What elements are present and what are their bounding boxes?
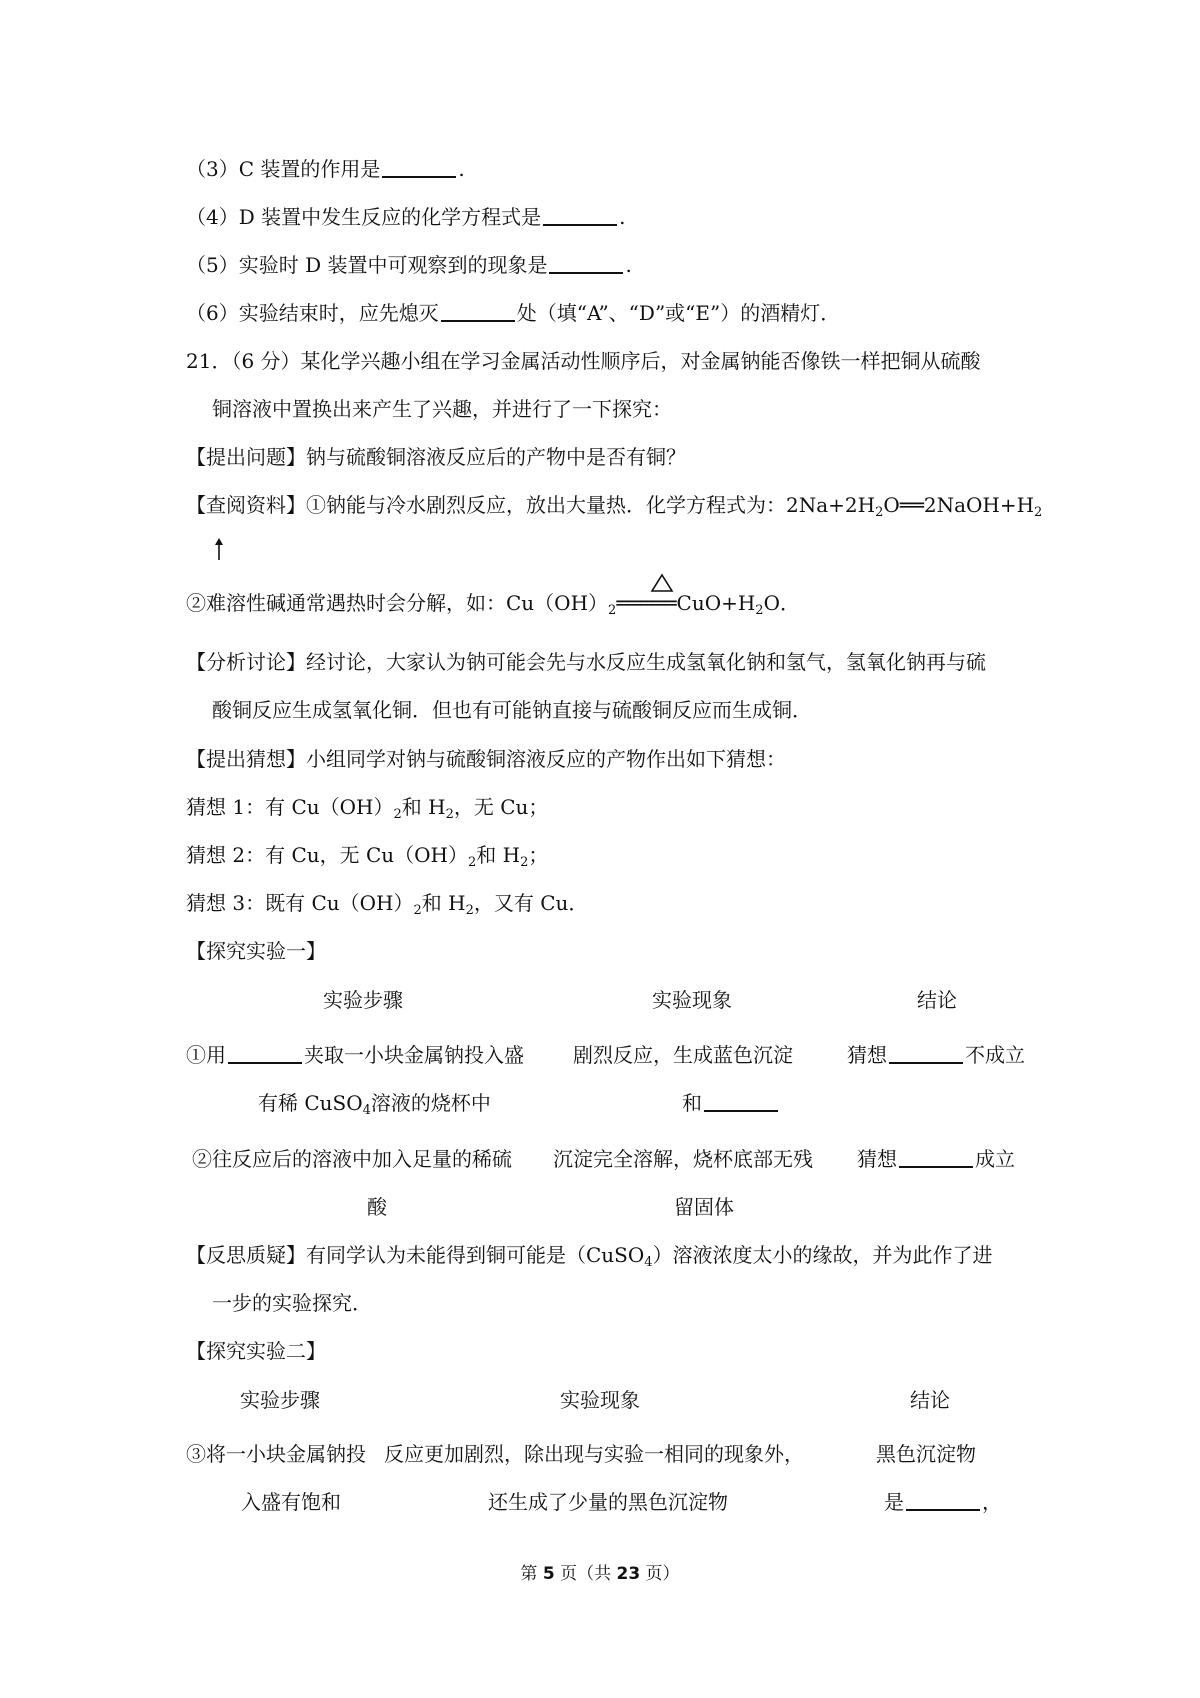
q6-text-a: （6）实验结束时，应先熄灭 — [186, 301, 439, 325]
row2-step-line-2: 酸 — [367, 1195, 387, 1219]
table1-header-conclusion: 结论 — [917, 988, 957, 1012]
q3-line — [186, 155, 465, 183]
row1-tool-blank[interactable] — [228, 1042, 302, 1064]
ref1-sub-2: 2 — [1034, 505, 1043, 520]
guess-2-sub-2: 2 — [520, 855, 529, 870]
row1-phenomenon-line-1: 剧烈反应，生成蓝色沉淀 — [573, 1043, 793, 1067]
ref1-eq-a: 2Na+2H — [786, 493, 876, 517]
row1-phenomenon-blank[interactable] — [704, 1090, 778, 1112]
q6-blank[interactable] — [441, 300, 515, 322]
row1-step-line-1 — [186, 1041, 524, 1069]
guess-3-sub-2: 2 — [465, 903, 474, 918]
row1-conclusion-blank[interactable] — [889, 1042, 963, 1064]
q6-line — [186, 299, 840, 327]
row2-conc-b: 成立 — [975, 1147, 1015, 1171]
row3-conc-c: ， — [982, 1490, 1002, 1514]
gas-arrow-icon — [214, 538, 224, 560]
guess-2-b: 和 H — [476, 843, 521, 867]
row3-conclusion-blank[interactable] — [906, 1489, 980, 1511]
ref1-sub-1: 2 — [875, 505, 884, 520]
ref2-text-c: O． — [763, 591, 800, 615]
q5-end: . — [625, 253, 632, 277]
row1-conclusion-line — [847, 1041, 1025, 1069]
q21-line-1: 21．（6 分）某化学兴趣小组在学习金属活动性顺序后，对金属钠能否像铁一样把铜从硫酸 — [186, 349, 981, 373]
guess-3-sub-1: 2 — [413, 903, 422, 918]
q5-text: （5）实验时 D 装置中可观察到的现象是 — [186, 253, 548, 277]
row1-step-d: 溶液的烧杯中 — [370, 1091, 491, 1115]
guess-2-sub-1: 2 — [468, 855, 477, 870]
table1-header-phenomenon: 实验现象 — [652, 988, 732, 1012]
row2-phenomenon-line-1: 沉淀完全溶解，烧杯底部无残 — [553, 1147, 813, 1171]
guess-2-c: ； — [528, 843, 549, 867]
guess-1-b: 和 H — [401, 795, 446, 819]
guess-1-sub-1: 2 — [393, 807, 402, 822]
row1-step-sub: 4 — [362, 1103, 371, 1118]
reflect-b: ）溶液浓度太小的缘故，并为此作了进 — [652, 1243, 993, 1267]
row3-step-line-1: ③将一小块金属钠投 — [186, 1442, 366, 1466]
row2-phenomenon-line-2: 留固体 — [674, 1195, 734, 1219]
guess-3-b: 和 H — [421, 891, 466, 915]
row3-conclusion-line-1: 黑色沉淀物 — [876, 1442, 976, 1466]
experiment-2-heading: 【探究实验二】 — [186, 1339, 326, 1363]
guess-3-line — [186, 889, 588, 917]
ref2-text-b: ═════CuO+H — [616, 591, 756, 615]
discussion-line-2: 酸铜反应生成氢氧化铜．但也有可能钠直接与硫酸铜反应而生成铜． — [212, 698, 812, 722]
guess-1-sub-2: 2 — [445, 807, 454, 822]
guess-2-a: 猜想 2：有 Cu，无 Cu（OH） — [186, 843, 469, 867]
heat-triangle-icon — [650, 573, 674, 593]
guess-3-c: ，又有 Cu． — [473, 891, 589, 915]
table2-header-conclusion: 结论 — [910, 1388, 950, 1412]
ref1-line — [186, 491, 1042, 519]
guess-intro-line: 【提出猜想】小组同学对钠与硫酸铜溶液反应的产物作出如下猜想： — [186, 747, 786, 771]
footer-pre: 第 — [520, 1564, 543, 1584]
q5-line — [186, 251, 632, 279]
question-line: 【提出问题】钠与硫酸铜溶液反应后的产物中是否有铜？ — [186, 445, 686, 469]
row2-conc-a: 猜想 — [857, 1147, 897, 1171]
ref2-sub-2: 2 — [755, 603, 764, 618]
row1-step-line-2 — [258, 1089, 491, 1117]
experiment-1-heading: 【探究实验一】 — [186, 939, 326, 963]
reflect-line-1 — [186, 1241, 993, 1269]
row2-conclusion-blank[interactable] — [899, 1146, 973, 1168]
q4-end: . — [619, 205, 626, 229]
page-footer — [0, 1559, 1200, 1584]
row3-step-line-2: 入盛有饱和 — [241, 1490, 341, 1514]
q4-text: （4）D 装置中发生反应的化学方程式是 — [186, 205, 542, 229]
row3-phenomenon-line-2: 还生成了少量的黑色沉淀物 — [488, 1490, 728, 1514]
footer-post: 页） — [640, 1564, 680, 1584]
footer-total-pages: 23 — [616, 1564, 641, 1584]
guess-1-c: ，无 Cu； — [453, 795, 549, 819]
row3-conc-b: 是 — [884, 1490, 904, 1514]
guess-1-a: 猜想 1：有 Cu（OH） — [186, 795, 394, 819]
reflect-a: 【反思质疑】有同学认为未能得到铜可能是（CuSO — [186, 1243, 645, 1267]
q5-blank[interactable] — [549, 252, 623, 274]
ref2-line — [186, 589, 800, 617]
row1-conc-a: 猜想 — [847, 1043, 887, 1067]
q3-text: （3）C 装置的作用是 — [186, 157, 381, 181]
row1-step-a: ①用 — [186, 1043, 226, 1067]
row2-conclusion-line — [857, 1145, 1015, 1173]
row3-phenomenon-line-1: 反应更加剧烈，除出现与实验一相同的现象外， — [384, 1442, 804, 1466]
table2-header-step: 实验步骤 — [240, 1388, 320, 1412]
q3-end: . — [458, 157, 465, 181]
q4-blank[interactable] — [543, 204, 617, 226]
ref1-eq-b: O══2NaOH+H — [883, 493, 1035, 517]
guess-1-line — [186, 793, 548, 821]
q21-line-2: 铜溶液中置换出来产生了兴趣，并进行了一下探究： — [212, 397, 672, 421]
q6-text-b: 处（填“A”、“D”或“E”）的酒精灯． — [516, 301, 841, 325]
row2-step-line-1: ②往反应后的溶液中加入足量的稀硫 — [192, 1147, 512, 1171]
ref2-sub-1: 2 — [608, 603, 617, 618]
guess-3-a: 猜想 3：既有 Cu（OH） — [186, 891, 414, 915]
row1-step-c: 有稀 CuSO — [258, 1091, 363, 1115]
reflect-line-2: 一步的实验探究． — [212, 1291, 372, 1315]
table2-header-phenomenon: 实验现象 — [560, 1388, 640, 1412]
row3-conclusion-line-2 — [884, 1488, 1002, 1516]
ref1-text: 【查阅资料】①钠能与冷水剧烈反应，放出大量热．化学方程式为： — [186, 493, 786, 517]
row1-conc-b: 不成立 — [965, 1043, 1025, 1067]
q4-line — [186, 203, 625, 231]
row1-phenomenon-line-2 — [682, 1089, 780, 1117]
table1-header-step: 实验步骤 — [323, 988, 403, 1012]
footer-mid: 页（共 — [554, 1564, 617, 1584]
row1-phen-b: 和 — [682, 1091, 702, 1115]
q3-blank[interactable] — [382, 156, 456, 178]
discussion-line-1: 【分析讨论】经讨论，大家认为钠可能会先与水反应生成氢氧化钠和氢气，氢氧化钠再与硫 — [186, 650, 986, 674]
row1-step-b: 夹取一小块金属钠投入盛 — [304, 1043, 524, 1067]
ref2-text-a: ②难溶性碱通常遇热时会分解，如：Cu（OH） — [186, 591, 609, 615]
footer-page-number: 5 — [542, 1564, 555, 1584]
reflect-sub: 4 — [644, 1255, 653, 1270]
guess-2-line — [186, 841, 548, 869]
